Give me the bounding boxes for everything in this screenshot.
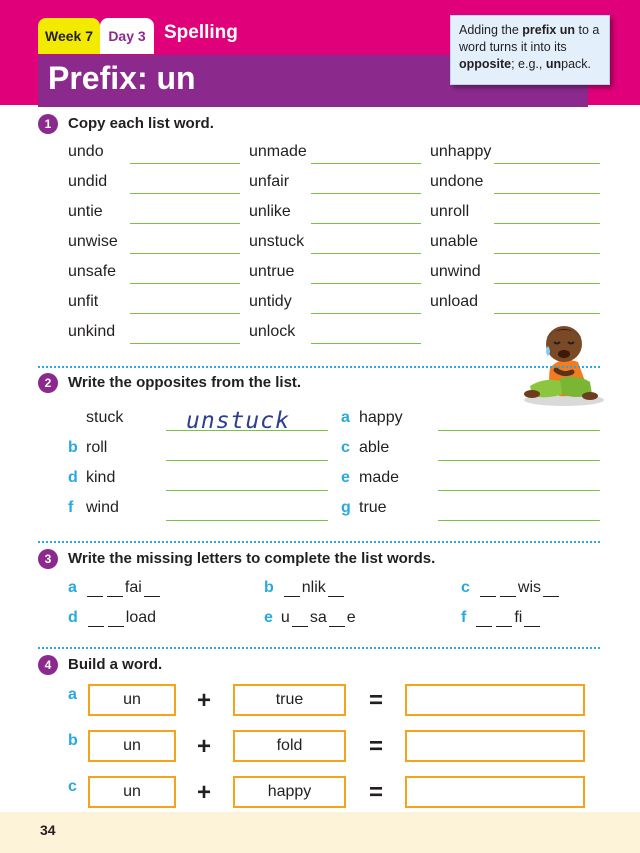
word-fragment: fi: [514, 609, 523, 626]
answer-line[interactable]: [311, 283, 421, 284]
answer-line[interactable]: [166, 460, 328, 461]
footer-band: [0, 812, 640, 853]
list-word: unroll: [430, 203, 470, 220]
word-fragment: load: [125, 609, 157, 626]
example-answer: unstuck: [186, 408, 290, 434]
item-letter: f: [68, 499, 74, 516]
answer-line[interactable]: [130, 343, 240, 344]
question-1-instruction: Copy each list word.: [68, 115, 214, 132]
answer-line[interactable]: [130, 283, 240, 284]
answer-line[interactable]: [494, 193, 600, 194]
list-word: unmade: [249, 143, 307, 160]
answer-line[interactable]: [494, 223, 600, 224]
answer-line[interactable]: [130, 193, 240, 194]
week-tab: Week 7: [38, 18, 100, 54]
item-letter: d: [68, 469, 78, 486]
prefix-box: un: [88, 684, 176, 716]
answer-line[interactable]: [311, 223, 421, 224]
question-2-instruction: Write the opposites from the list.: [68, 374, 302, 391]
item-letter: b: [68, 439, 78, 456]
answer-line[interactable]: [311, 343, 421, 344]
word-fragment: fai: [124, 579, 142, 596]
answer-line[interactable]: [438, 490, 600, 491]
item-letter: g: [341, 499, 351, 516]
list-word: unwind: [430, 263, 481, 280]
plus-sign: +: [197, 687, 212, 714]
missing-letters-item: [461, 579, 561, 597]
list-word: unfit: [68, 293, 99, 310]
section-divider: [38, 647, 600, 649]
base-word-box: happy: [233, 776, 346, 808]
item-letter: a: [68, 686, 77, 703]
list-word: unsafe: [68, 263, 117, 280]
letter-blank[interactable]: [543, 583, 559, 597]
crying-child-illustration: [520, 320, 604, 408]
list-word: unfair: [249, 173, 290, 190]
word-fragment: nlik: [301, 579, 326, 596]
answer-line[interactable]: [166, 430, 328, 431]
letter-blank[interactable]: [329, 613, 345, 627]
item-letter: e: [264, 609, 273, 626]
letter-blank[interactable]: [524, 613, 540, 627]
list-word: undid: [68, 173, 108, 190]
question-number-3: 3: [38, 549, 58, 569]
list-word: unlike: [249, 203, 291, 220]
answer-line[interactable]: [311, 193, 421, 194]
answer-line[interactable]: [166, 520, 328, 521]
opposite-word: kind: [86, 469, 116, 486]
list-word: unload: [430, 293, 479, 310]
page-number: 34: [40, 822, 56, 838]
opposite-word: able: [359, 439, 390, 456]
letter-blank[interactable]: [107, 583, 123, 597]
base-word-box: true: [233, 684, 346, 716]
letter-blank[interactable]: [480, 583, 496, 597]
item-letter: b: [68, 732, 78, 749]
missing-letters-item: [264, 609, 356, 627]
opposite-word: wind: [86, 499, 119, 516]
item-letter: b: [264, 579, 274, 596]
section-divider: [38, 366, 600, 368]
list-word: untidy: [249, 293, 292, 310]
answer-line[interactable]: [130, 313, 240, 314]
item-letter: c: [341, 439, 350, 456]
word-fragment: e: [346, 609, 356, 626]
equals-sign: =: [369, 733, 384, 760]
section-label: Spelling: [164, 22, 238, 43]
prefix-box: un: [88, 776, 176, 808]
list-word: unkind: [68, 323, 116, 340]
letter-blank[interactable]: [328, 583, 344, 597]
page-title: Prefix: un: [48, 60, 196, 96]
list-word: untrue: [249, 263, 295, 280]
item-letter: d: [68, 609, 78, 626]
answer-box[interactable]: [405, 684, 585, 716]
base-word-box: fold: [233, 730, 346, 762]
plus-sign: +: [197, 779, 212, 806]
item-letter: a: [68, 579, 77, 596]
answer-line[interactable]: [130, 163, 240, 164]
list-word: undone: [430, 173, 484, 190]
missing-letters-item: [68, 579, 162, 597]
letter-blank[interactable]: [108, 613, 124, 627]
day-tab: Day 3: [100, 18, 154, 54]
item-letter: f: [461, 609, 467, 626]
letter-blank[interactable]: [476, 613, 492, 627]
answer-box[interactable]: [405, 776, 585, 808]
answer-box[interactable]: [405, 730, 585, 762]
question-4-instruction: Build a word.: [68, 656, 163, 673]
answer-line[interactable]: [130, 223, 240, 224]
opposite-word: made: [359, 469, 400, 486]
opposite-word: roll: [86, 439, 108, 456]
plus-sign: +: [197, 733, 212, 760]
answer-line[interactable]: [311, 253, 421, 254]
question-number-1: 1: [38, 114, 58, 134]
letter-blank[interactable]: [284, 583, 300, 597]
list-word: undo: [68, 143, 104, 160]
answer-line[interactable]: [494, 253, 600, 254]
answer-line[interactable]: [494, 163, 600, 164]
question-number-2: 2: [38, 373, 58, 393]
item-letter: e: [341, 469, 350, 486]
letter-blank[interactable]: [87, 583, 103, 597]
item-letter: c: [461, 579, 470, 596]
answer-line[interactable]: [130, 253, 240, 254]
list-word: unable: [430, 233, 479, 250]
missing-letters-item: [461, 609, 542, 627]
word-fragment: u: [280, 609, 290, 626]
equals-sign: =: [369, 687, 384, 714]
opposite-word: stuck: [86, 409, 124, 426]
info-box: Adding the prefix un to a word turns it into its opposite; e.g., unpack.: [450, 15, 610, 85]
section-divider: [38, 541, 600, 543]
prefix-box: un: [88, 730, 176, 762]
word-fragment: sa: [309, 609, 327, 626]
list-word: untie: [68, 203, 103, 220]
answer-line[interactable]: [311, 313, 421, 314]
answer-line[interactable]: [494, 313, 600, 314]
question-3-instruction: Write the missing letters to complete the list words.: [68, 550, 436, 567]
letter-blank[interactable]: [496, 613, 512, 627]
item-letter: a: [341, 409, 350, 426]
answer-line[interactable]: [438, 460, 600, 461]
word-fragment: wis: [517, 579, 542, 596]
list-word: unwise: [68, 233, 118, 250]
opposite-word: happy: [359, 409, 403, 426]
item-letter: c: [68, 778, 77, 795]
missing-letters-item: [264, 579, 346, 597]
letter-blank[interactable]: [144, 583, 160, 597]
answer-line[interactable]: [311, 163, 421, 164]
answer-line[interactable]: [494, 283, 600, 284]
answer-line[interactable]: [438, 430, 600, 431]
list-word: unhappy: [430, 143, 492, 160]
question-number-4: 4: [38, 655, 58, 675]
letter-blank[interactable]: [500, 583, 516, 597]
opposite-word: true: [359, 499, 387, 516]
list-word: unlock: [249, 323, 296, 340]
answer-line[interactable]: [438, 520, 600, 521]
equals-sign: =: [369, 779, 384, 806]
letter-blank[interactable]: [292, 613, 308, 627]
letter-blank[interactable]: [88, 613, 104, 627]
answer-line[interactable]: [166, 490, 328, 491]
list-word: unstuck: [249, 233, 305, 250]
missing-letters-item: [68, 609, 156, 627]
